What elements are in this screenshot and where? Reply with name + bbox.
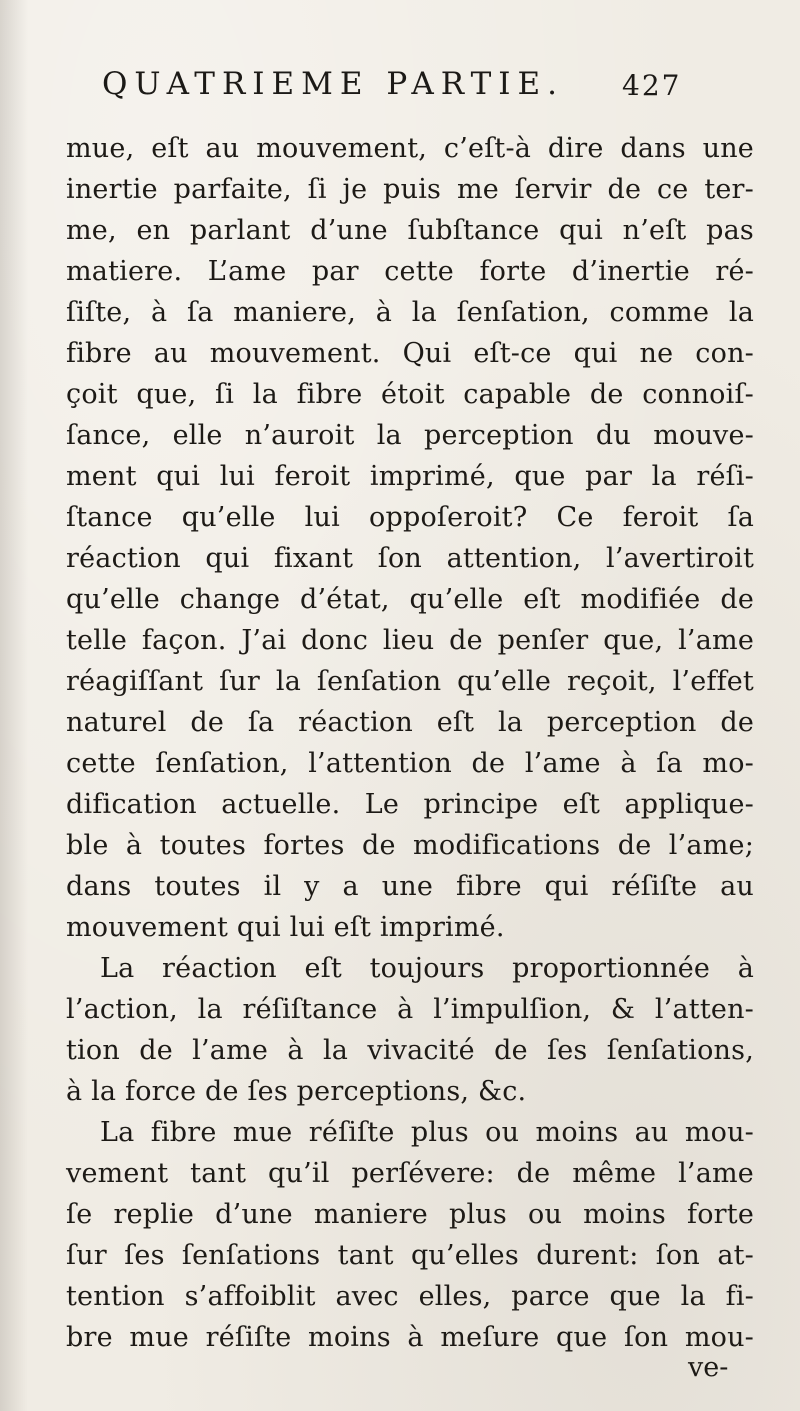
text-line: me, en parlant d’une ſubſtance qui n’eſt pas (66, 215, 754, 246)
text-line: telle façon. J’ai donc lieu de penſer que, l’ame (66, 625, 754, 656)
catchword: ve- (688, 1352, 729, 1383)
paragraph-start-line: La fibre mue réſiſte plus ou moins au mou- (100, 1117, 754, 1148)
text-line: cette ſenſation, l’attention de l’ame à ſa mo- (66, 748, 754, 779)
text-line: mouvement qui lui eſt imprimé. (66, 912, 505, 943)
text-line: ſe replie d’une maniere plus ou moins forte (66, 1199, 754, 1230)
text-line: ſiſte, à ſa maniere, à la ſenſation, comme la (66, 297, 754, 328)
running-title: QUATRIEME PARTIE. (102, 66, 564, 102)
text-line: vement tant qu’il perſévere: de même l’ame (66, 1158, 754, 1189)
text-line: ſance, elle n’auroit la perception du mouve- (66, 420, 754, 451)
text-line: l’action, la réſiſtance à l’impulſion, & l’atten- (66, 994, 754, 1025)
text-line: bre mue réſiſte moins à meſure que ſon mou- (66, 1322, 754, 1353)
text-line: réagiſſant ſur la ſenſation qu’elle reçoit, l’effet (66, 666, 754, 697)
text-line: inertie parfaite, ſi je puis me ſervir de ce ter- (66, 174, 754, 205)
paragraph-start-line: La réaction eſt toujours proportionnée à (100, 953, 754, 984)
text-line: réaction qui fixant ſon attention, l’avertiroit (66, 543, 754, 574)
text-line: fibre au mouvement. Qui eſt-ce qui ne con- (66, 338, 754, 369)
text-line: dans toutes il y a une fibre qui réſiſte au (66, 871, 754, 902)
text-line: qu’elle change d’état, qu’elle eſt modifiée de (66, 584, 754, 615)
text-line: ſtance qu’elle lui oppoſeroit? Ce feroit ſa (66, 502, 754, 533)
running-header (102, 66, 722, 116)
text-line: à la force de ſes perceptions, &c. (66, 1076, 527, 1107)
text-line: ſur ſes ſenſations tant qu’elles durent: ſon at- (66, 1240, 754, 1271)
text-line: mue, eſt au mouvement, c’eſt-à dire dans une (66, 133, 754, 164)
text-line: dification actuelle. Le principe eſt applique- (66, 789, 754, 820)
text-line: ment qui lui feroit imprimé, que par la réſi- (66, 461, 754, 492)
page-gutter-shadow (0, 0, 28, 1411)
text-line: naturel de ſa réaction eſt la perception de (66, 707, 754, 738)
text-line: ble à toutes fortes de modifications de l’ame; (66, 830, 754, 861)
page-number: 427 (622, 69, 682, 102)
text-line: çoit que, ſi la fibre étoit capable de connoiſ- (66, 379, 754, 410)
text-line: matiere. L’ame par cette forte d’inertie ré- (66, 256, 754, 287)
text-line: tion de l’ame à la vivacité de ſes ſenſations, (66, 1035, 754, 1066)
text-line: tention s’affoiblit avec elles, parce que la fi- (66, 1281, 754, 1312)
